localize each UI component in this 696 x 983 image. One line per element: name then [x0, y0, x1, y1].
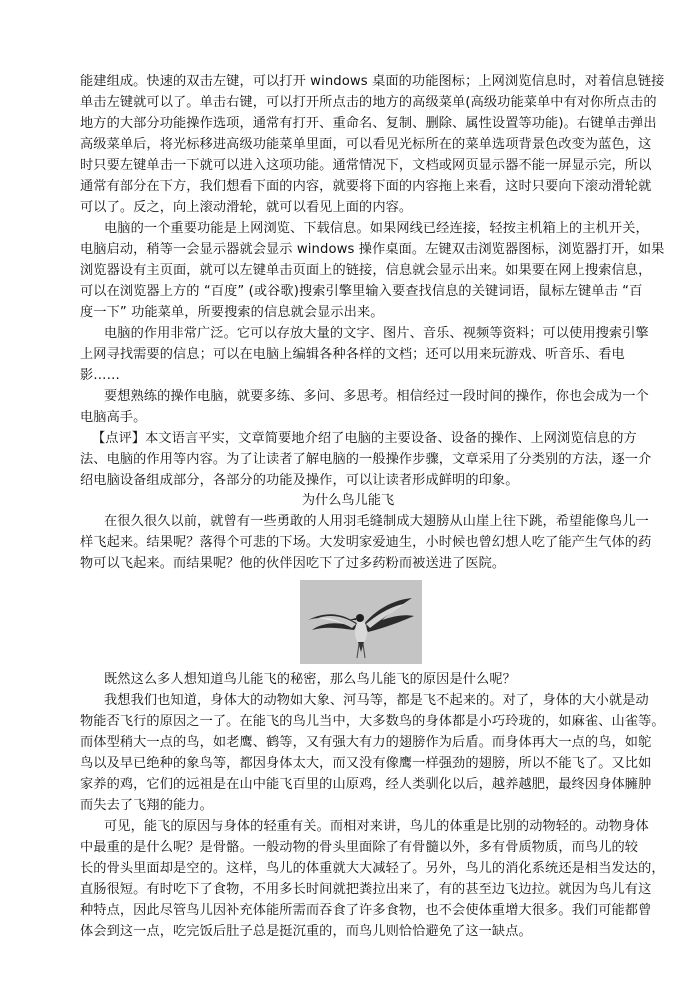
text-line: 电脑的作用非常广泛。它可以存放大量的文字、图片、音乐、视频等资料；可以使用搜索引擎: [104, 326, 649, 341]
comment-line: 【点评】本文语言平实，文章简要地介绍了电脑的主要设备、设备的操作、上网浏览信息的方: [92, 431, 637, 446]
text-line: 而失去了飞翔的能力。: [80, 798, 213, 813]
bird-photo: [300, 580, 422, 664]
text-line: 绍电脑设备组成部分，各部分的功能及操作，可以让读者形成鲜明的印象。: [80, 473, 519, 488]
text-line: 样飞起来。结果呢？落得个可悲的下场。大发明家爱迪生，小时候也曾幻想人吃了能产生气体的药: [80, 535, 652, 550]
text-line: 电脑的一个重要功能是上网浏览、下载信息。如果网线已经连接，轻按主机箱上的主机开关，: [104, 221, 649, 236]
bird-icon: [300, 580, 422, 664]
text-line: 在很久很久以前，就曾有一些勇敢的人用羽毛缝制成大翅膀从山崖上往下跳，希望能像鸟儿一: [104, 514, 649, 529]
text-line: 浏览器设有主页面，就可以左键单击页面上的链接，信息就会显示出来。如果要在网上搜索信息，: [80, 263, 652, 278]
text-line: 电脑启动，稍等一会显示器就会显示 windows 操作桌面。左键双击浏览器图标，浏览器打开，如果: [80, 242, 665, 257]
text-line: 能建组成。快速的双击左键，可以打开 windows 桌面的功能图标；上网浏览信息时，对着信息链接: [80, 74, 665, 89]
text-line: 中最重的是什么呢？是骨骼。一般动物的骨头里面除了有骨髓以外，多有骨质物质，而鸟儿的较: [80, 840, 639, 855]
text-line: 物能否飞行的原因之一了。在能飞的鸟儿当中，大多数鸟的身体都是小巧玲珑的，如麻雀、山雀等。: [80, 714, 665, 729]
text-line: 可以了。反之，向上滚动滑轮，就可以看见上面的内容。: [80, 200, 413, 215]
text-line: 电脑高手。: [80, 410, 147, 425]
text-line: 影……: [80, 368, 120, 383]
text-line: 物可以飞起来。而结果呢？他的伙伴因吃下了过多药粉而被送进了医院。: [80, 556, 506, 571]
text-line: 可见，能飞的原因与身体的轻重有关。而相对来讲，鸟儿的体重是比别的动物轻的。动物身体: [104, 819, 649, 834]
text-line: 我想我们也知道，身体大的动物如大象、河马等，都是飞不起来的。对了，身体的大小就是动: [104, 693, 649, 708]
text-line: 既然这么多人想知道鸟儿能飞的秘密，那么鸟儿能飞的原因是什么呢？: [104, 672, 516, 687]
text-line: 直肠很短。有时吃下了食物，不用多长时间就把粪拉出来了，有的甚至边飞边拉。就因为鸟儿有这: [80, 882, 652, 897]
text-line: 家养的鸡，它们的远祖是在山中能飞百里的山原鸡，经人类驯化以后，越养越肥，最终因身体臃肿: [80, 777, 652, 792]
text-line: 法、电脑的作用等内容。为了让读者了解电脑的一般操作步骤，文章采用了分类别的方法，逐一介: [80, 452, 652, 467]
text-line: 单击左键就可以了。单击右键，可以打开所点击的地方的高级菜单(高级功能菜单中有对你所点击的: [80, 95, 657, 110]
text-line: 地方的大部分功能操作选项，通常有打开、重命名、复制、删除、属性设置等功能)。右键单击弹出: [80, 116, 657, 131]
text-line: 上网寻找需要的信息；可以在电脑上编辑各种各样的文档；还可以用来玩游戏、听音乐、看电: [80, 347, 625, 362]
text-line: 鸟以及早已绝种的象鸟等，都因身体太大，而又没有像鹰一样强劲的翅膀，所以不能飞了。又比如: [80, 756, 652, 771]
text-line: 可以在浏览器上方的 “百度” (或谷歌)搜索引擎里输入要查找信息的关键词语，鼠标左键单击 “百: [80, 284, 643, 299]
text-line: 种特点，因此尽管鸟儿因补充体能所需而吞食了许多食物，也不会使体重增大很多。我们可能都曾: [80, 903, 652, 918]
text-line: 体会到这一点，吃完饭后肚子总是挺沉重的，而鸟儿则恰恰避免了这一缺点。: [80, 924, 532, 939]
text-line: 高级菜单后，将光标移进高级功能菜单里面，可以看见光标所在的菜单选项背景色改变为蓝色，这: [80, 137, 652, 152]
text-line: 时只要左键单击一下就可以进入这项功能。通常情况下，文档或网页显示器不能一屏显示完，所以: [80, 158, 652, 173]
text-line: 长的骨头里面却是空的。这样，鸟儿的体重就大大减轻了。另外，鸟儿的消化系统还是相当发达的，: [80, 861, 665, 876]
text-line: 通常有部分在下方，我们想看下面的内容，就要将下面的内容拖上来看，这时只要向下滚动滑轮就: [80, 179, 652, 194]
text-line: 而体型稍大一点的鸟，如老鹰、鹤等，又有强大有力的翅膀作为后盾。而身体再大一点的鸟，如鸵: [80, 735, 652, 750]
article-title: 为什么鸟儿能飞: [301, 493, 395, 508]
text-line: 要想熟练的操作电脑，就要多练、多问、多思考。相信经过一段时间的操作，你也会成为一个: [104, 389, 649, 404]
text-line: 度一下” 功能菜单，所要搜索的信息就会显示出来。: [80, 305, 384, 320]
